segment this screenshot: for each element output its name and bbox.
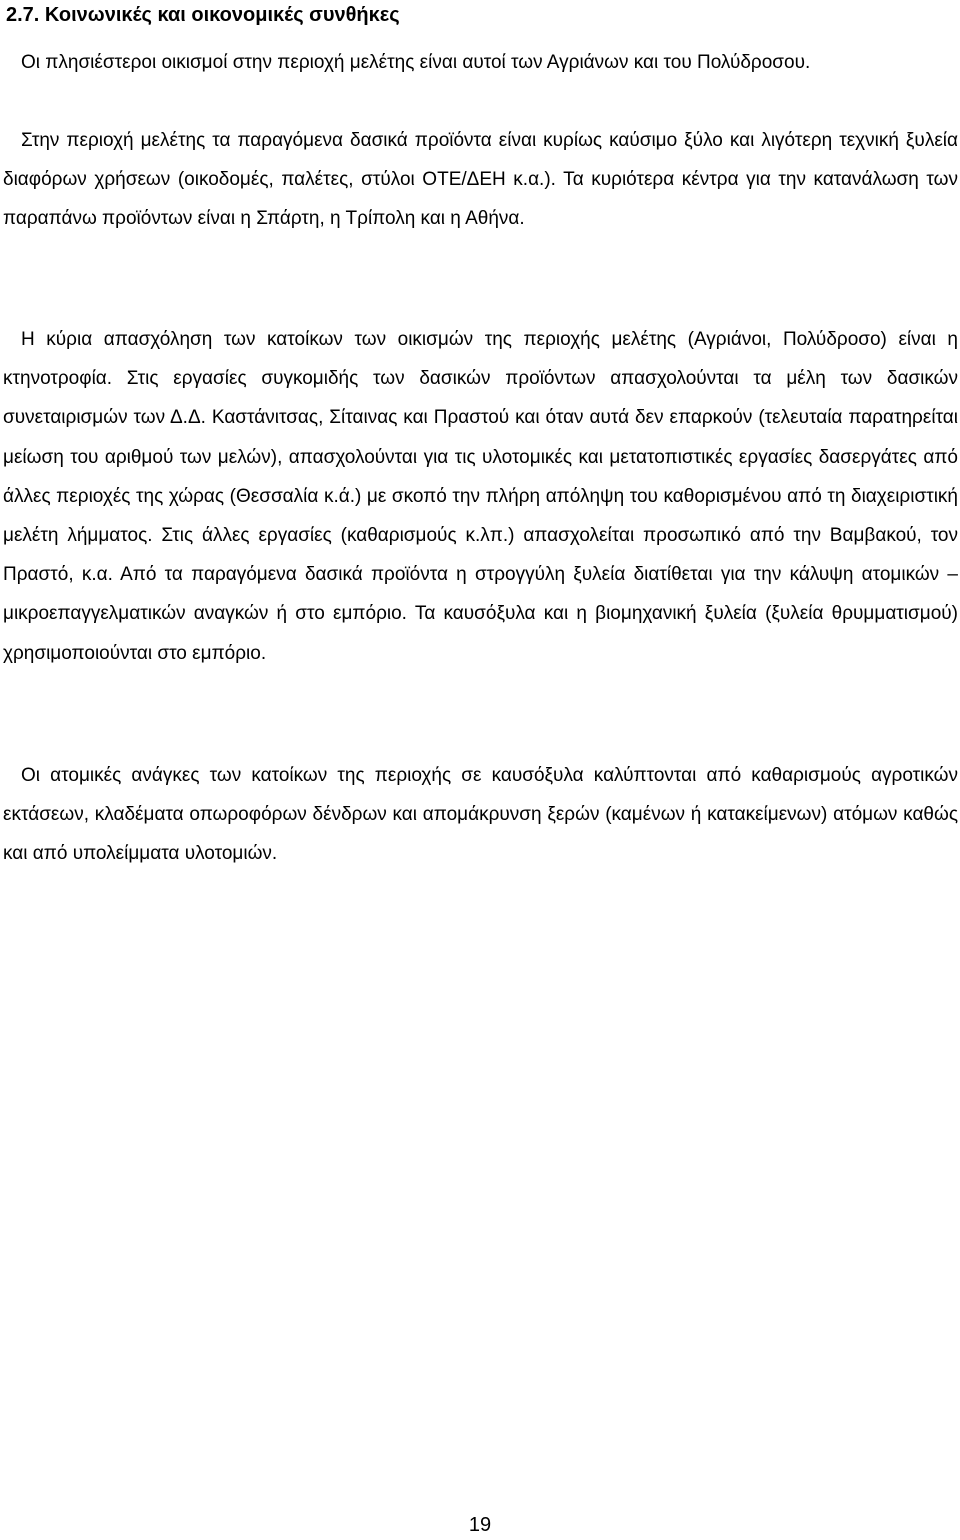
- paragraph-firewood-needs: Οι ατομικές ανάγκες των κατοίκων της περιοχής σε καυσόξυλα καλύπτονται από καθαρισμούς αγροτικών εκτάσεων, κλαδέματα οπωροφόρων δένδρων και απομάκρυνση ξερών (καμένων ή κατακείμενων) ατόμων καθώς και από υπολείμματα υλοτομιών.: [3, 765, 958, 865]
- paragraph-settlements: Οι πλησιέστεροι οικισμοί στην περιοχή μελέτης είναι αυτοί των Αγριάνων και του Πολύδροσου.: [21, 52, 811, 73]
- paragraph-forest-products: Στην περιοχή μελέτης τα παραγόμενα δασικά προϊόντα είναι κυρίως καύσιμο ξύλο και λιγότερη τεχνική ξυλεία διαφόρων χρήσεων (οικοδομές, παλέτες, στύλοι ΟΤΕ/ΔΕΗ κ.α.). Τα κυριότερα κέντρα για την κατανάλωση των παραπάνω προϊόντων είναι η Σπάρτη, η Τρίπολη και η Αθήνα.: [3, 130, 958, 230]
- paragraph-employment: Η κύρια απασχόληση των κατοίκων των οικισμών της περιοχής μελέτης (Αγριάνοι, Πολύδροσο) είναι η κτηνοτροφία. Στις εργασίες συγκομιδής των δασικών προϊόντων απασχολούνται τα μέλη των δασικών συνεταιρισμών των Δ.Δ. Καστάνιτσας, Σίταινας και Πραστού και όταν αυτά δεν επαρκούν (τελευταία παρατηρείται μείωση του αριθμού των μελών), απασχολούνται για τις υλοτομικές και μετατοπιστικές εργασίες δασεργάτες από άλλες περιοχές της χώρας (Θεσσαλία κ.ά.) με σκοπό την πλήρη απόληψη του καθορισμένου από τη διαχειριστική μελέτη λήμματος. Στις άλλες εργασίες (καθαρισμούς κ.λπ.) απασχολείται προσωπικό από την Βαμβακού, τον Πραστό, κ.α. Από τα παραγόμενα δασικά προϊόντα η στρογγύλη ξυλεία διατίθεται για την κάλυψη ατομικών – μικροεπαγγελματικών αναγκών ή στο εμπόριο. Τα καυσόξυλα και η βιομηχανική ξυλεία (ξυλεία θρυμματισμού) χρησιμοποιούνται στο εμπόριο.: [3, 329, 958, 664]
- page-number: 19: [468, 1514, 492, 1536]
- section-heading: 2.7. Κοινωνικές και οικονομικές συνθήκες: [6, 4, 400, 26]
